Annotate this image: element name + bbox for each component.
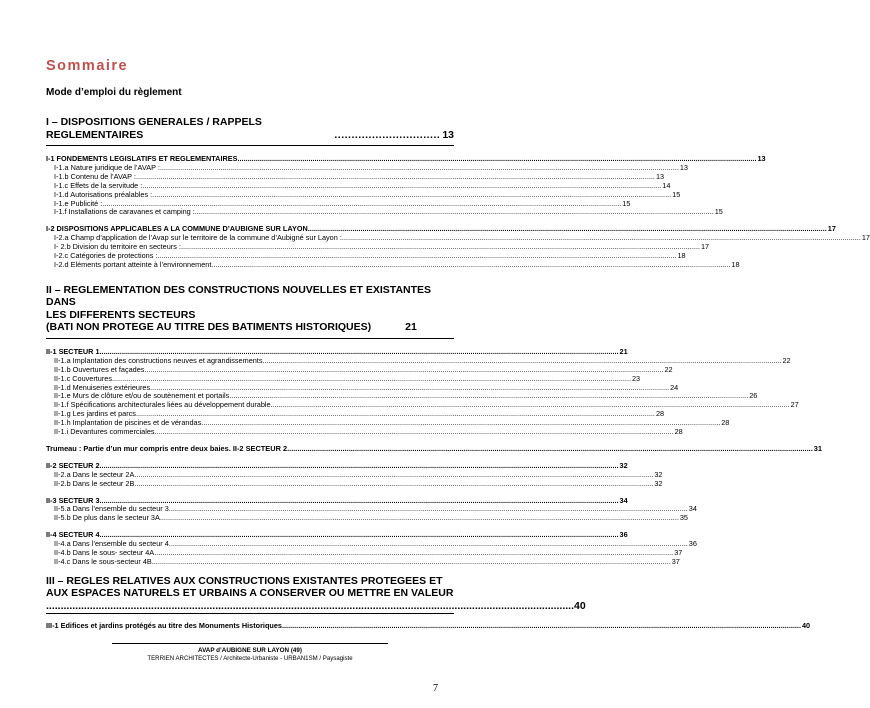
footer-authors: TERRIEN ARCHITECTES / Architecte-Urbaniste - URBAN1SM / Paysagiste <box>147 655 353 662</box>
part-1-leader: ............................... <box>334 128 441 141</box>
footer-divider <box>112 643 388 644</box>
toc-entry-ii-2-a[interactable]: II-2.a Dans le secteur 2A ..... 32 <box>46 471 454 480</box>
part-2-title-line-1: II – REGLEMENTATION DES CONSTRUCTIONS NOUVELLES ET EXISTANTES DANS <box>46 283 432 309</box>
toc-entry-i-1-d[interactable]: I-1.d Autorisations préalables : ..... 15 <box>46 191 454 200</box>
toc-entry-ii-4[interactable]: II-4 SECTEUR 4 ..... 36 <box>46 531 454 540</box>
part-2-title-line-2: LES DIFFERENTS SECTEURS <box>46 308 196 321</box>
table-of-contents <box>46 58 870 631</box>
toc-entry-i-2-c[interactable]: I-2.c Catégories de protections : ..... 18 <box>46 252 454 261</box>
toc-entry-ii-1-g[interactable]: II-1.g Les jardins et parcs ..... 28 <box>46 410 454 419</box>
toc-entry-ii-2[interactable]: II-2 SECTEUR 2 ..... 32 <box>46 462 454 471</box>
toc-entry-i-1-a[interactable]: I-1.a Nature juridique de l’AVAP : ..... 13 <box>46 164 454 173</box>
part-2-title-line-3: (BATI NON PROTEGE AU TITRE DES BATIMENTS HISTORIQUES) 21 <box>46 321 417 334</box>
part-1-heading <box>46 116 454 146</box>
part-3-page: 40 <box>574 599 586 612</box>
toc-entry-i-1-f[interactable]: I-1.f Installations de caravanes et camping : ..... 15 <box>46 208 454 217</box>
toc-entry-ii-4-a[interactable]: II-4.a Dans l’ensemble du secteur 4 ..... 36 <box>46 540 454 549</box>
toc-entry-i-2-a[interactable]: I-2.a Champ d’application de l’Avap sur le territoire de la commune d’Aubigné sur Layon : ..... 17 <box>46 234 454 243</box>
toc-entry-ii-1-e[interactable]: II-1.e Murs de clôture et/ou de soutènement et portails ..... 26 <box>46 392 454 401</box>
toc-entry-i-1-c[interactable]: I-1.c Effets de la servitude : ..... 14 <box>46 182 454 191</box>
part-3-title-line-2: AUX ESPACES NATURELS ET URBAINS A CONSERVER OU METTRE EN VALEUR <box>46 587 454 600</box>
toc-entry-ii-2-b[interactable]: II-2.b Dans le secteur 2B ..... 32 <box>46 480 454 489</box>
toc-entry-ii-4-c[interactable]: II-4.c Dans le sous-secteur 4B ..... 37 <box>46 558 454 567</box>
subtitle: Mode d’emploi du règlement <box>46 87 182 98</box>
part-1-title: I – DISPOSITIONS GENERALES / RAPPELS REGLEMENTAIRES <box>46 116 262 141</box>
toc-entry-trumeau[interactable]: Trumeau : Partie d’un mur compris entre deux baies. II-2 SECTEUR 2 ..... 31 <box>46 445 454 454</box>
page-footer <box>46 646 454 663</box>
toc-entry-ii-1-d[interactable]: II-1.d Menuiseries extérieures ..... 24 <box>46 384 454 393</box>
toc-entry-ii-3-b[interactable]: II-5.b De plus dans le secteur 3A ..... 35 <box>46 514 454 523</box>
part-3-leader-line <box>46 599 586 614</box>
part-1-page: 13 <box>442 128 454 141</box>
toc-entry-iii-1[interactable]: III-1 Edifices et jardins protégés au titre des Monuments Historiques ..... 40 <box>46 622 454 631</box>
toc-entry-ii-1-h[interactable]: II-1.h Implantation de piscines et de vérandas ..... 28 <box>46 419 454 428</box>
toc-entry-i-2-d[interactable]: I-2.d Eléments portant atteinte à l’environnement ..... 18 <box>46 261 454 270</box>
toc-entry-ii-1-a[interactable]: II-1.a Implantation des constructions neuves et agrandissements ..... 22 <box>46 357 454 366</box>
toc-entry-i-2[interactable]: I-2 DISPOSITIONS APPLICABLES A LA COMMUNE D’AUBIGNE SUR LAYON ..... 17 <box>46 225 454 234</box>
toc-entry-ii-3[interactable]: II-3 SECTEUR 3 ..... 34 <box>46 497 454 506</box>
toc-entry-ii-1-b[interactable]: II-1.b Ouvertures et façades ..... 22 <box>46 366 454 375</box>
part-2-heading <box>46 284 454 339</box>
page-number: 7 <box>433 683 438 694</box>
toc-entry-ii-4-b[interactable]: II-4.b Dans le sous- secteur 4A ..... 37 <box>46 549 454 558</box>
toc-entry-ii-1-c[interactable]: II-1.c Couvertures ..... 23 <box>46 375 454 384</box>
page-title: Sommaire <box>46 58 129 74</box>
part-3-heading <box>46 575 454 600</box>
footer-project: AVAP d’AUBIGNE SUR LAYON (49) <box>197 647 303 654</box>
toc-entry-ii-1-f[interactable]: II-1.f Spécifications architecturales liées au développement durable ..... 27 <box>46 401 454 410</box>
toc-entry-i-2-b[interactable]: I- 2.b Division du territoire en secteurs : ..... 17 <box>46 243 454 252</box>
part-2-page: 21 <box>405 321 417 334</box>
toc-entry-i-1[interactable]: I-1 FONDEMENTS LEGISLATIFS ET REGLEMENTAIRES ..... 13 <box>46 155 454 164</box>
toc-entry-i-1-b[interactable]: I-1.b Contenu de l’AVAP : ..... 13 <box>46 173 454 182</box>
part-3-title-line-1: III – REGLES RELATIVES AUX CONSTRUCTIONS EXISTANTES PROTEGEES ET <box>46 574 443 587</box>
toc-entry-ii-1-i[interactable]: II-1.i Devantures commerciales ..... 28 <box>46 428 454 437</box>
toc-entry-ii-3-a[interactable]: II-5.a Dans l’ensemble du secteur 3 ..... 34 <box>46 505 454 514</box>
toc-entry-ii-1[interactable]: II-1 SECTEUR 1 ..... 21 <box>46 348 454 357</box>
toc-entry-i-1-e[interactable]: I-1.e Publicité : ..... 15 <box>46 200 454 209</box>
